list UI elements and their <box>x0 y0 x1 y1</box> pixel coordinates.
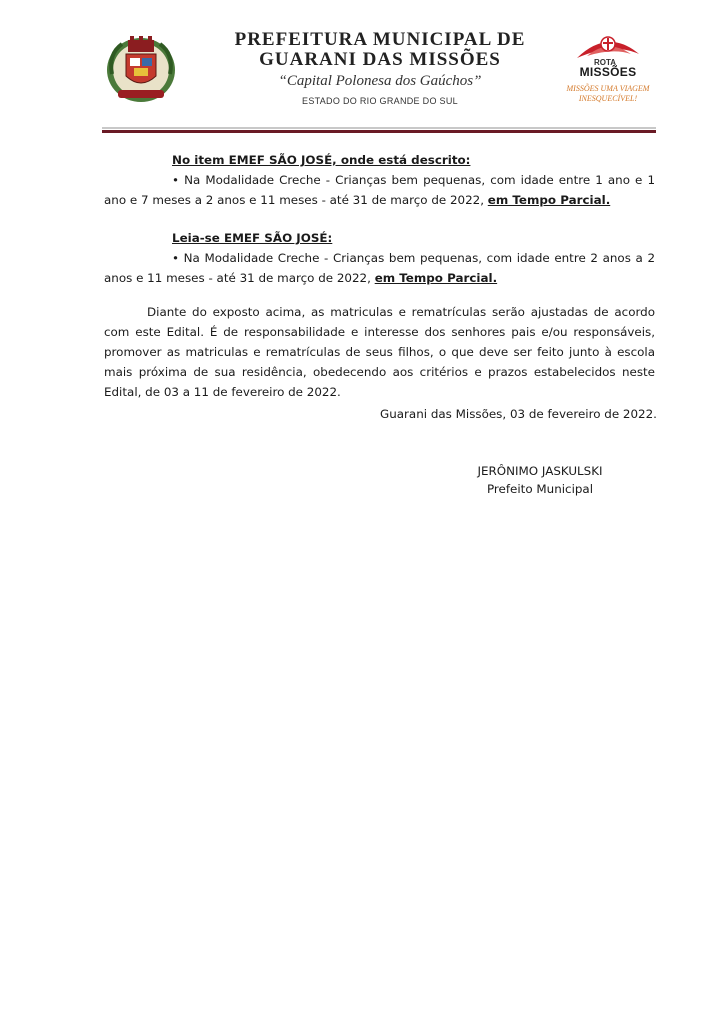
section-1-emphasis: em Tempo Parcial. <box>487 193 611 207</box>
section-2-bullet-item <box>104 248 655 288</box>
signer-name: JERÔNIMO JASKULSKI <box>477 464 603 478</box>
bullet-icon: • <box>172 173 180 187</box>
section-2-emphasis: em Tempo Parcial. <box>374 271 498 285</box>
section-2-heading: Leia-se EMEF SÃO JOSÉ: <box>172 231 333 245</box>
body-paragraph: Diante do exposto acima, as matriculas e rematrículas serão ajustadas de acordo com este Edital. É de responsabilidade e interesse dos senhores pais e/ou responsáveis, promover as matriculas e rematrículas de seus filhos, o que deve ser feito junto à escola mais próxima de sua residência, obedecendo aos critérios e prazos estabelecidos neste Edital, de 03 a 11 de fevereiro de 2022. <box>104 305 655 399</box>
rota-tagline-1: MISSÕES UMA VIAGEM <box>566 84 650 93</box>
municipal-crest-icon <box>104 34 178 104</box>
section-1-heading: No item EMEF SÃO JOSÉ, onde está descrito: <box>172 153 471 167</box>
rota-word: ROTA <box>594 58 617 67</box>
state-name: ESTADO DO RIO GRANDE DO SUL <box>302 96 458 106</box>
title-line-2: GUARANI DAS MISSÕES <box>259 49 501 70</box>
document-body <box>104 150 655 402</box>
header-rule-dark <box>102 130 656 133</box>
signer-title: Prefeito Municipal <box>486 482 594 496</box>
letterhead-title <box>200 30 560 106</box>
rota-missoes-logo <box>548 32 668 104</box>
rota-name: MISSÕES <box>579 65 637 79</box>
slogan: “Capital Polonesa dos Gaúchos” <box>278 73 482 89</box>
letterhead <box>0 0 724 140</box>
date-line: Guarani das Missões, 03 de fevereiro de 2022. <box>380 407 657 421</box>
rota-tagline-2: INESQUECÍVEL! <box>578 94 638 103</box>
rota-tagline <box>548 84 668 104</box>
signature-block <box>440 462 640 498</box>
bullet-icon: • <box>172 251 180 265</box>
section-1-text: Na Modalidade Creche - Crianças bem pequenas, com idade entre 1 ano e 1 ano e 7 meses a 2 anos e 11 meses - até 31 de março de 2022, <box>104 173 656 207</box>
rota-missoes-icon <box>573 32 643 60</box>
section-1-bullet-item <box>104 170 655 210</box>
title-line-1: PREFEITURA MUNICIPAL DE <box>234 29 526 50</box>
header-rule-light <box>102 127 656 129</box>
section-2-text: Na Modalidade Creche - Crianças bem pequenas, com idade entre 2 anos a 2 anos e 11 meses - até 31 de março de 2022, <box>104 251 656 285</box>
